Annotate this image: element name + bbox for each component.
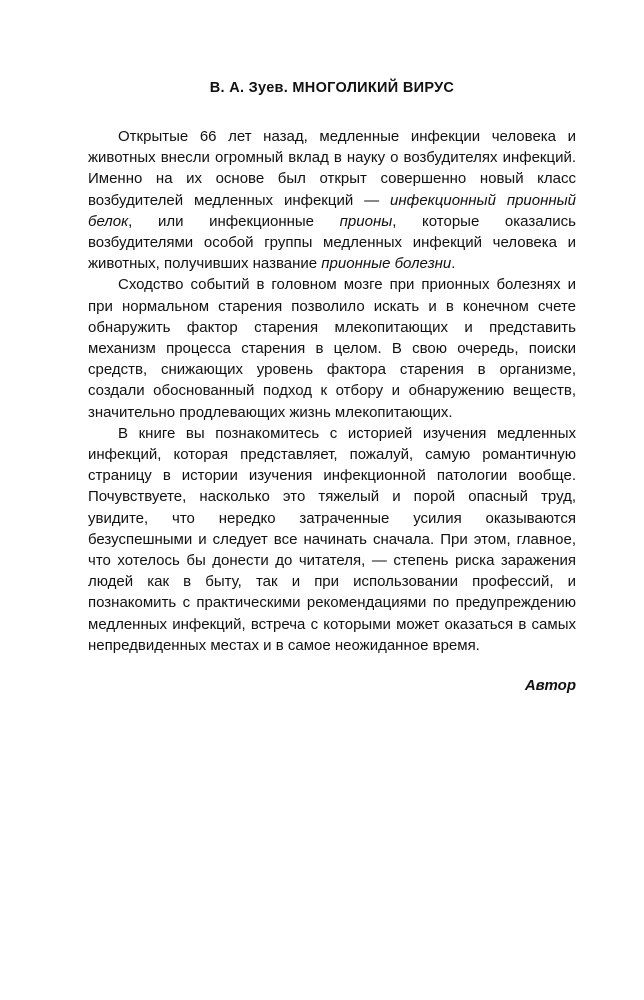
italic-term-prion-diseases: прионные болезни bbox=[321, 255, 452, 273]
paragraph-3: В книге вы познакомитесь с историей изучения медленных инфекций, которая представляет, пожалуй, самую романтичную страницу в истории изучения инфекционной патологии вообще. Почувствуете, насколько это тяжелый и порой опасный труд, увидите, что нередко затраченные усилия оказываются безуспешными и следует все начинать сначала. При этом, главное, что хотелось бы донести до читателя, — степень риска заражения людей как в быту, так и при использовании профессий, и познакомить с практическими рекомендациями по предупреждению медленных инфекций, встреча с которыми может оказаться в самых непредвиденных местах и в самое неожиданное время. bbox=[88, 424, 576, 654]
paragraph-1 bbox=[88, 126, 576, 274]
paragraph-1-text-b: , или инфекционные bbox=[128, 212, 340, 230]
paragraph-1-text-a: Открытые 66 лет назад, медленные инфекции человека и животных внесли огромный вклад в науку о возбудителях инфекций. Именно на их основе был открыт совершенно новый класс возбудителей медленных инфекций — bbox=[88, 128, 576, 209]
italic-term-prion-protein: инфекционный прионный белок bbox=[88, 191, 577, 230]
paragraph-1-text-c: , которые оказались возбудителями особой группы медленных инфекций человека и животных, получивших название bbox=[88, 212, 576, 273]
book-page bbox=[88, 78, 576, 696]
italic-term-prions: прионы bbox=[339, 212, 393, 230]
author-signature: Автор bbox=[524, 677, 576, 695]
paragraph-1-text-d: . bbox=[451, 255, 456, 273]
page-heading: В. А. Зуев. МНОГОЛИКИЙ ВИРУС bbox=[209, 80, 455, 96]
paragraph-2: Сходство событий в головном мозге при прионных болезнях и при нормальном старения позволило искать и в конечном счете обнаружить фактор старения млекопитающих и представить механизм процесса старения в целом. В свою очередь, поиски средств, снижающих уровень фактора старения в организме, создали обоснованный подход к отбору и обнаружению веществ, значительно продлевающих жизнь млекопитающих. bbox=[88, 276, 576, 421]
